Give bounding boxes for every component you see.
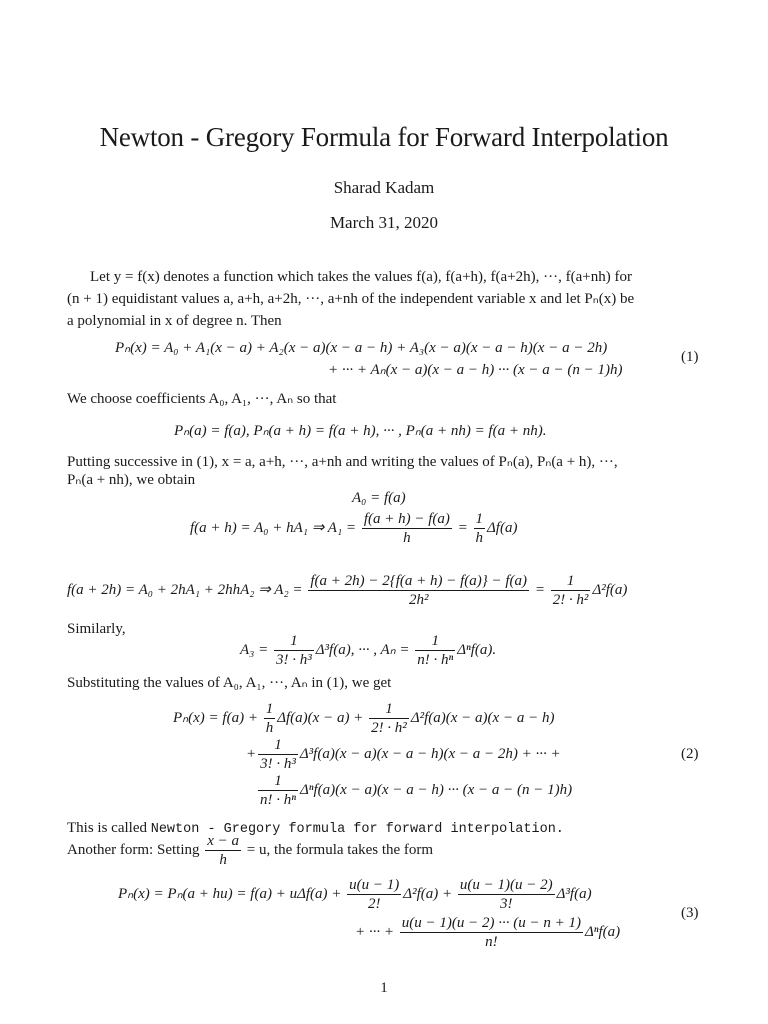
called-text: This is called Newton - Gregory formula for forward interpolation. [67,820,564,837]
a3-equation: A₃ = $\frac{1}{\text{3! · h³}}$ Δ³f(a), ··· , Aₙ = $\frac{1}{\text{n! · hⁿ}}$ Δⁿf(a). [240,633,497,668]
fraction: $\frac{1}{\text{n! · hⁿ}}$ [417,633,454,668]
paper-title: Newton - Gregory Formula for Forward Interpolation [99,122,669,152]
fraction: $\frac{f(a + 2h) - 2\{f(a + h) - f(a)\} - f(a)}{\text{2h²}}$ [310,573,528,608]
fraction: $\frac{1}{h}$ [265,701,274,736]
fraction: $\frac{u(u - 1)}{2!}$ [349,877,400,912]
choose-text: We choose coefficients A₀, A₁, ···, Aₙ so that [67,391,337,407]
fraction: $\frac{1}{h}$ [475,511,483,546]
date: March 31, 2020 [329,213,439,232]
a1-equation: f(a + h) = A₀ + hA₁ ⇒ A₁ = $\frac{f(a + h) - f(a)}{h}$ = $\frac{1}{h}$ Δf(a) [190,511,518,546]
condition-equation: Pₙ(a) = f(a), Pₙ(a + h) = f(a + h), ··· , Pₙ(a + nh) = f(a + nh). [174,423,547,439]
eq2-line-1: Pₙ(x) = f(a) + $\frac{1}{h}$ Δf(a)(x − a) + $\frac{1}{\text{2! · h²}}$ Δ²f(a)(x − a)(x − a − h) [173,701,555,736]
fraction: $\frac{f(a + h) - f(a)}{h}$ [363,511,450,546]
eq2-line-2: + $\frac{1}{\text{3! · h³}}$ Δ³f(a)(x − a)(x − a − h)(x − a − 2h) + ··· + [246,737,561,772]
eq1-line-1: Pₙ(x) = A₀ + A₁(x − a) + A₂(x − a)(x − a − h) + A₃(x − a)(x − a − h)(x − a − 2h) [115,340,608,356]
fraction: $\frac{x - a}{h}$ [207,833,240,868]
fraction: $\frac{1}{\text{2! · h²}}$ [371,701,407,736]
eq1-number: (1) [681,349,699,365]
fraction: $\frac{u(u - 1)(u - 2)}{3!}$ [459,877,553,912]
substituting-text: Substituting the values of A₀, A₁, ···, Aₙ in (1), we get [67,675,392,691]
similarly-text: Similarly, [67,621,126,637]
author: Sharad Kadam [333,178,435,197]
fraction: $\frac{1}{\text{n! · hⁿ}}$ [260,773,296,808]
eq2-line-3: $\frac{1}{\text{n! · hⁿ}}$ Δⁿf(a)(x − a)(x − a − h) ··· (x − a − (n − 1)h) [260,773,573,808]
intro-line-1: Let y = f(x) denotes a function which takes the values f(a), f(a+h), f(a+2h), ···, f(a+nh) for [90,269,632,285]
intro-line-3: a polynomial in x of degree n. Then [67,313,282,329]
eq2-number: (2) [681,746,699,762]
eq3-line-2: + ··· + $\frac{u(u - 1)(u - 2) \cdot\cdot\cdot (u - n + 1)}{n!}$ Δⁿf(a) [355,915,621,950]
putting-line-1: Putting successive in (1), x = a, a+h, ···, a+nh and writing the values of Pₙ(a), Pₙ(a + h), ···, [67,454,618,470]
intro-line-2: (n + 1) equidistant values a, a+h, a+2h, ···, a+nh of the independent variable x and let Pₙ(x) be [67,291,635,307]
eq1-line-2: + ··· + Aₙ(x − a)(x − a − h) ··· (x − a − (n − 1)h) [328,362,623,378]
eq3-line-1: Pₙ(x) = Pₙ(a + hu) = f(a) + uΔf(a) + $\frac{u(u - 1)}{2!}$ Δ²f(a) + $\frac{u(u - 1)(u - 2)}{3!}$ Δ³f(a) [118,877,592,912]
fraction: $\frac{1}{\text{3! · h³}}$ [276,633,312,668]
fraction: $\frac{1}{\text{2! · h²}}$ [552,573,589,608]
eq3-number: (3) [681,905,699,921]
another-form-text: Another form: Setting $\frac{x - a}{h}$ = u, the formula takes the form [67,833,434,868]
a0-equation: A₀ = f(a) [352,490,406,506]
a2-equation: f(a + 2h) = A₀ + 2hA₁ + 2hhA₂ ⇒ A₂ = $\frac{f(a + 2h) - 2\{f(a + h) - f(a)\} - f(a)}{\text{2h²}}$ = $\frac{1}{\text{2! · h²}}$ Δ²f(a) [67,573,628,608]
putting-line-2: Pₙ(a + nh), we obtain [67,472,196,488]
fraction: $\frac{1}{\text{3! · h³}}$ [260,737,296,772]
fraction: $\frac{u(u - 1)(u - 2) \cdot\cdot\cdot (u - n + 1)}{n!}$ [401,915,581,950]
page-number: 1 [380,980,388,996]
